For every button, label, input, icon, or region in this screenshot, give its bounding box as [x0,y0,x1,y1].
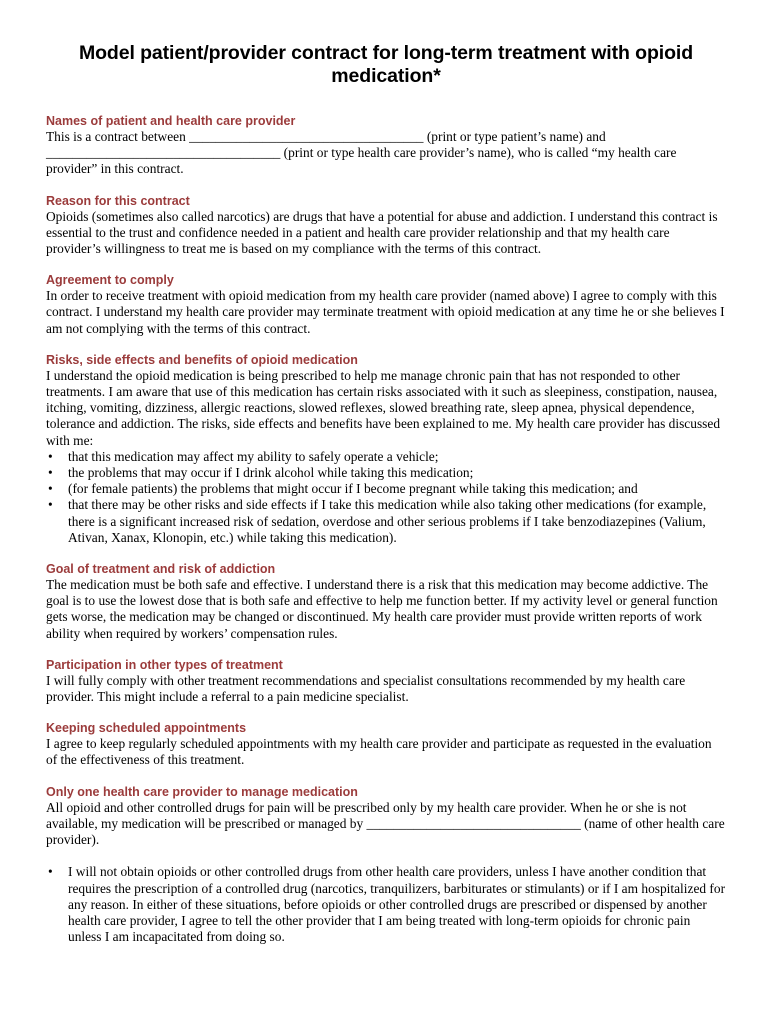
spacer [46,848,726,864]
section-agreement [46,272,726,337]
provider-list [46,864,726,945]
section-goal [46,561,726,642]
bullet-icon: • [48,448,53,464]
risks-list [46,449,726,546]
bullet-icon: • [48,481,53,497]
section-heading: Only one health care provider to manage medication [46,784,358,799]
section-participation [46,657,726,705]
section-body: I understand the opioid medication is being prescribed to help me manage chronic pain that has not responded to other treatments. I am aware that use of this medication has certain risks associated with it such as sleepiness, constipation, nausea, itching, vomiting, dizziness, allergic reactions, slowed reflexes, slowed breathing rate, sleep apnea, physical dependence, tolerance and addiction. The risks, side effects and benefits have been explained to me. My health care provider has discussed with me: [46,367,721,448]
section-heading: Names of patient and health care provider [46,114,296,128]
section-body: The medication must be both safe and effective. I understand there is a risk that this medication may become addictive. The goal is to use the lowest dose that is both safe and effective to help me function better. If my activity level or general function gets worse, the medication may be changed or discontinued. My health care provider must provide written reports of work ability when required by workers’ compensation rules. [46,577,718,641]
list-item-text: that this medication may affect my ability to safely operate a vehicle; [68,448,439,464]
section-body: In order to receive treatment with opioid medication from my health care provider (named above) I agree to comply with this contract. I understand my health care provider may terminate treatment with opioid medication at any time he or she believes I am not complying with the terms of this contract. [46,288,725,336]
bullet-icon: • [48,864,53,880]
bullet-icon: • [48,497,53,513]
document-title: Model patient/provider contract for long-term treatment with opioid medication* [78,42,694,87]
bullet-icon: • [48,465,53,481]
list-item-text: I will not obtain opioids or other controlled drugs from other health care providers, unless I have another condition that requires the prescription of a controlled drug (narcotics, tranquilizers, barbiturates or stimulants) or if I am hospitalized for any reason. In either of these situations, before opioids or other controlled drugs are prescribed or dispensed by another health care provider, I agree to tell the other provider that I am being treated with long-term opioids for chronic pain unless I am incapacitated from doing so. [68,864,726,945]
list-item-text: that there may be other risks and side effects if I take this medication while also taking other medications (for example, there is a significant increased risk of sedation, overdose and other serious problems if I take benzodiazepines (Valium, Ativan, Xanax, Klonopin, etc.) while taking this medication). [68,497,707,545]
section-heading: Participation in other types of treatment [46,657,283,672]
section-names [46,113,726,178]
section-appointments [46,720,726,768]
section-body: All opioid and other controlled drugs for pain will be prescribed only by my health care provider. When he or she is not available, my medication will be prescribed or managed by ________________________________ (name of other health care provider). [46,799,725,848]
section-reason [46,193,726,258]
list-item [46,481,726,497]
section-heading: Risks, side effects and benefits of opioid medication [46,352,358,367]
list-item [46,465,726,481]
section-body: I agree to keep regularly scheduled appointments with my health care provider and participate as requested in the evaluation of the effectiveness of this treatment. [46,736,712,768]
list-item-text: (for female patients) the problems that might occur if I become pregnant while taking this medication; and [68,481,638,497]
section-heading: Agreement to comply [46,273,174,288]
section-heading: Keeping scheduled appointments [46,721,247,736]
section-body: I will fully comply with other treatment recommendations and specialist consultations recommended by my health care provider. This might include a referral to a pain medicine specialist. [46,672,686,705]
section-risks [46,352,726,546]
section-body: Opioids (sometimes also called narcotics) are drugs that have a potential for abuse and addiction. I understand this contract is essential to the trust and confidence needed in a patient and health care provider relationship and that my health care provider’s willingness to treat me is based on my compliance with the terms of this contract. [46,208,718,257]
section-heading: Goal of treatment and risk of addiction [46,562,276,577]
list-item-text: the problems that may occur if I drink alcohol while taking this medication; [68,465,474,481]
list-item [46,864,726,945]
section-body: This is a contract between ___________________________________ (print or type patient’s name) and ___________________________________ (print or type health care provider’s name), who is called “my health care provider” in this contract. [46,129,677,177]
list-item [46,497,726,546]
list-item [46,449,726,465]
section-heading: Reason for this contract [46,193,190,208]
section-one-provider [46,784,726,946]
